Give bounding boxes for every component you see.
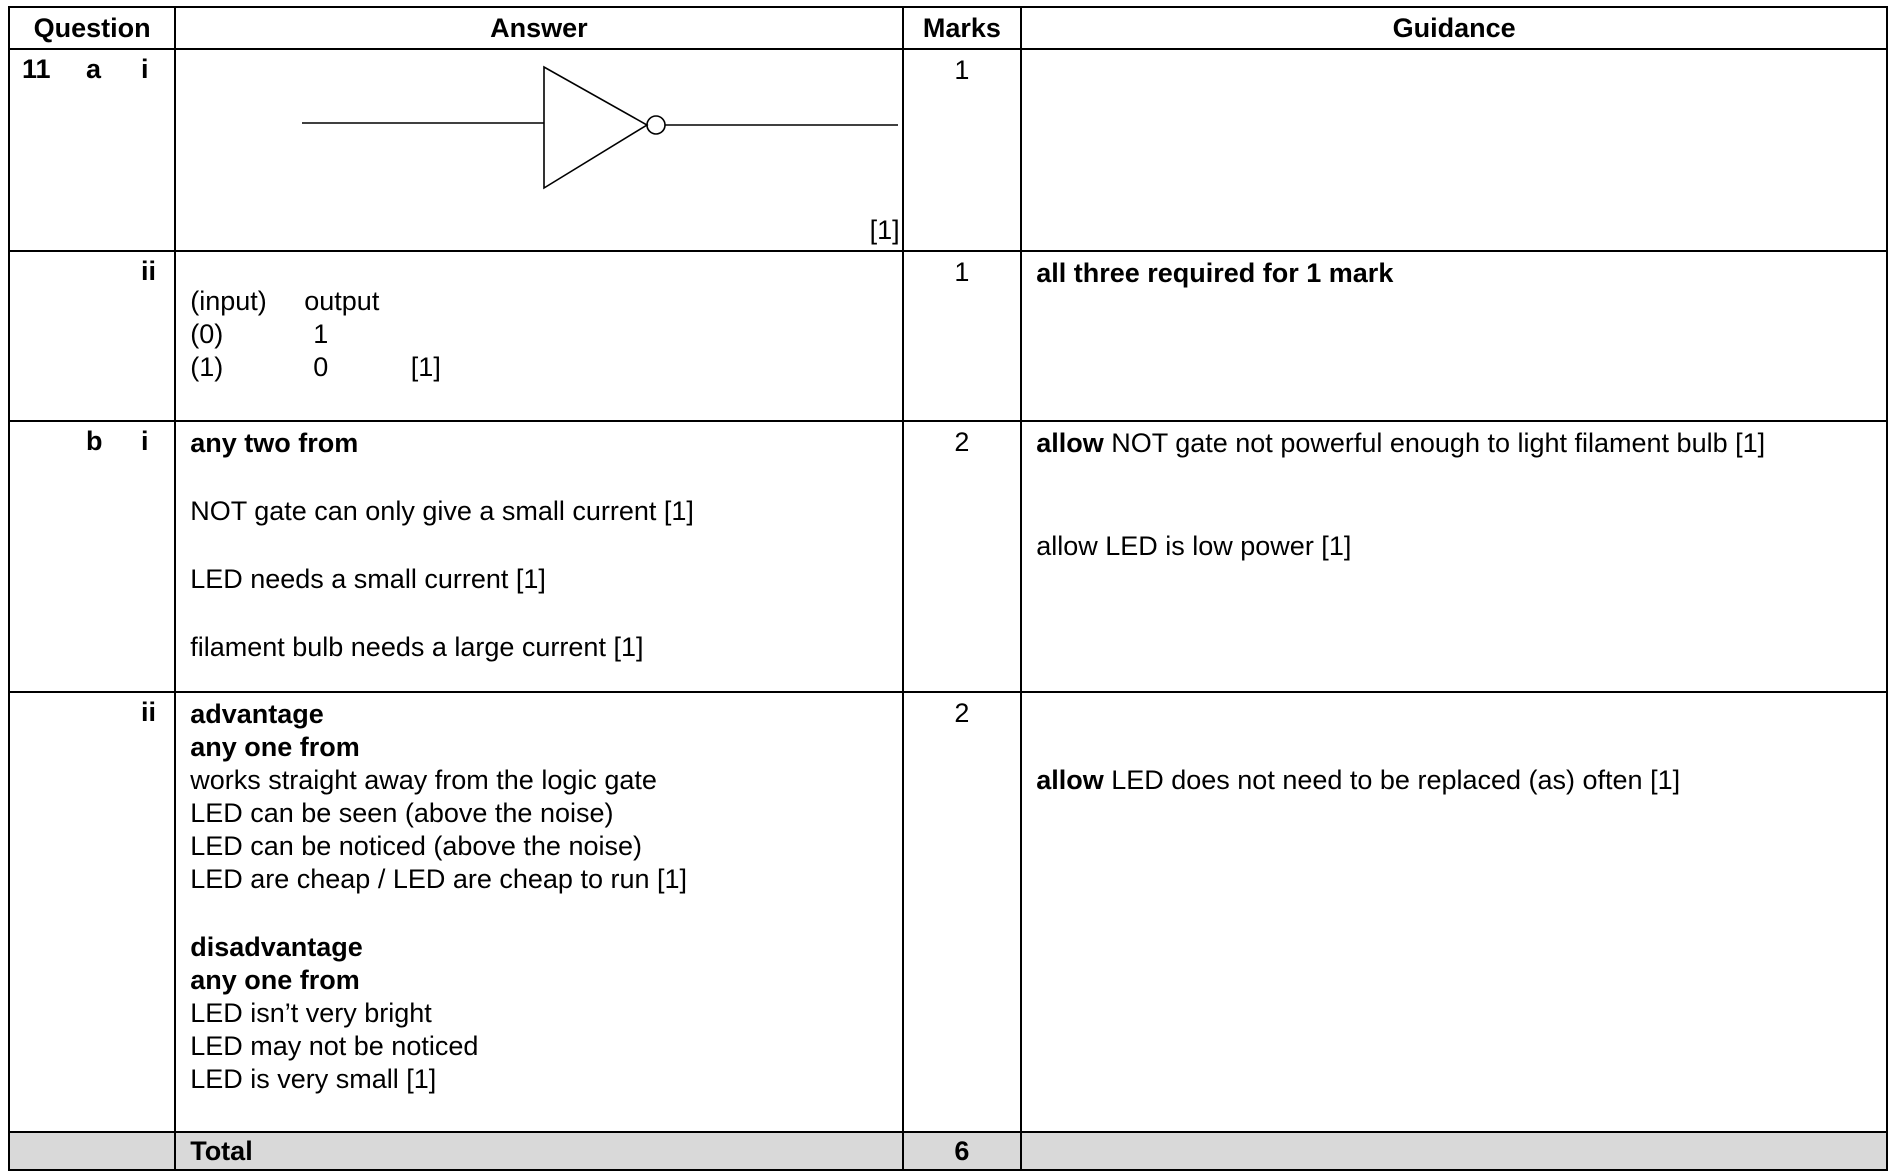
marks-cell: 2 [903,692,1022,1132]
guidance-cell [1021,1132,1887,1170]
guidance-line [1036,764,1876,797]
not-gate-icon [176,50,909,247]
total-row [9,1132,1887,1170]
guidance-keyword: allow [1036,428,1104,458]
guidance-cell [1021,421,1887,692]
answer-line: LED isn’t very bright [190,998,432,1028]
header-row [9,7,1887,49]
answer-line: LED may not be noticed [190,1031,479,1061]
guidance-text: NOT gate not powerful enough to light filament bulb [1] [1103,428,1766,458]
truth-table-row [190,351,891,384]
question-subpart: i [141,426,149,456]
table-row [9,251,1887,421]
answer-mark: [1] [869,215,900,245]
answer-line: LED are cheap / LED are cheap to run [1] [190,864,688,894]
advantage-subheading: any one from [190,732,360,762]
answer-cell [175,692,902,1132]
answer-line: LED needs a small current [1] [190,564,546,594]
mark-scheme-table [8,6,1888,1171]
output-value: 1 [313,319,329,349]
question-subpart: ii [141,697,157,727]
marks-cell: 1 [903,49,1022,251]
question-number: 11 [22,54,51,84]
guidance-header: Guidance [1021,7,1887,49]
guidance-keyword: allow [1036,765,1104,795]
question-part: b [86,426,103,456]
guidance-cell [1021,49,1887,251]
question-cell [9,692,175,1132]
disadvantage-heading: disadvantage [190,932,363,962]
total-marks: 6 [903,1132,1022,1170]
question-cell [9,421,175,692]
guidance-text: LED does not need to be replaced (as) often [1] [1103,765,1681,795]
advantage-heading: advantage [190,699,324,729]
answer-line: LED is very small [1] [190,1064,437,1094]
guidance-line [1036,427,1876,460]
disadvantage-subheading: any one from [190,965,360,995]
answer-cell [175,421,902,692]
marks-header: Marks [903,7,1022,49]
marks-cell: 1 [903,251,1022,421]
total-label: Total [175,1132,902,1170]
question-part: a [86,54,102,84]
truth-table-row [190,318,891,351]
question-cell [9,1132,175,1170]
answer-mark: [1] [410,352,441,382]
input-value: (1) [190,352,224,382]
output-value: 0 [313,352,329,382]
input-value: (0) [190,319,224,349]
not-gate-diagram [176,50,901,247]
marks-cell: 2 [903,421,1022,692]
answer-header: Answer [175,7,902,49]
output-header: output [304,286,380,316]
question-header: Question [9,7,175,49]
guidance-cell [1021,692,1887,1132]
truth-table-header [190,285,891,318]
guidance-line: allow LED is low power [1] [1036,531,1352,561]
input-header: (input) [190,286,267,316]
answer-line: filament bulb needs a large current [1] [190,632,644,662]
answer-line: works straight away from the logic gate [190,765,657,795]
table-row [9,692,1887,1132]
answer-heading: any two from [190,428,359,458]
answer-cell [175,49,902,251]
answer-line: LED can be seen (above the noise) [190,798,614,828]
question-cell [9,251,175,421]
question-subpart: i [141,54,149,84]
guidance-cell: all three required for 1 mark [1021,251,1887,421]
table-row [9,421,1887,692]
table-row [9,49,1887,251]
answer-line: NOT gate can only give a small current [1] [190,496,694,526]
answer-line: LED can be noticed (above the noise) [190,831,642,861]
question-subpart: ii [141,256,157,286]
truth-table [175,251,902,421]
question-cell [9,49,175,251]
